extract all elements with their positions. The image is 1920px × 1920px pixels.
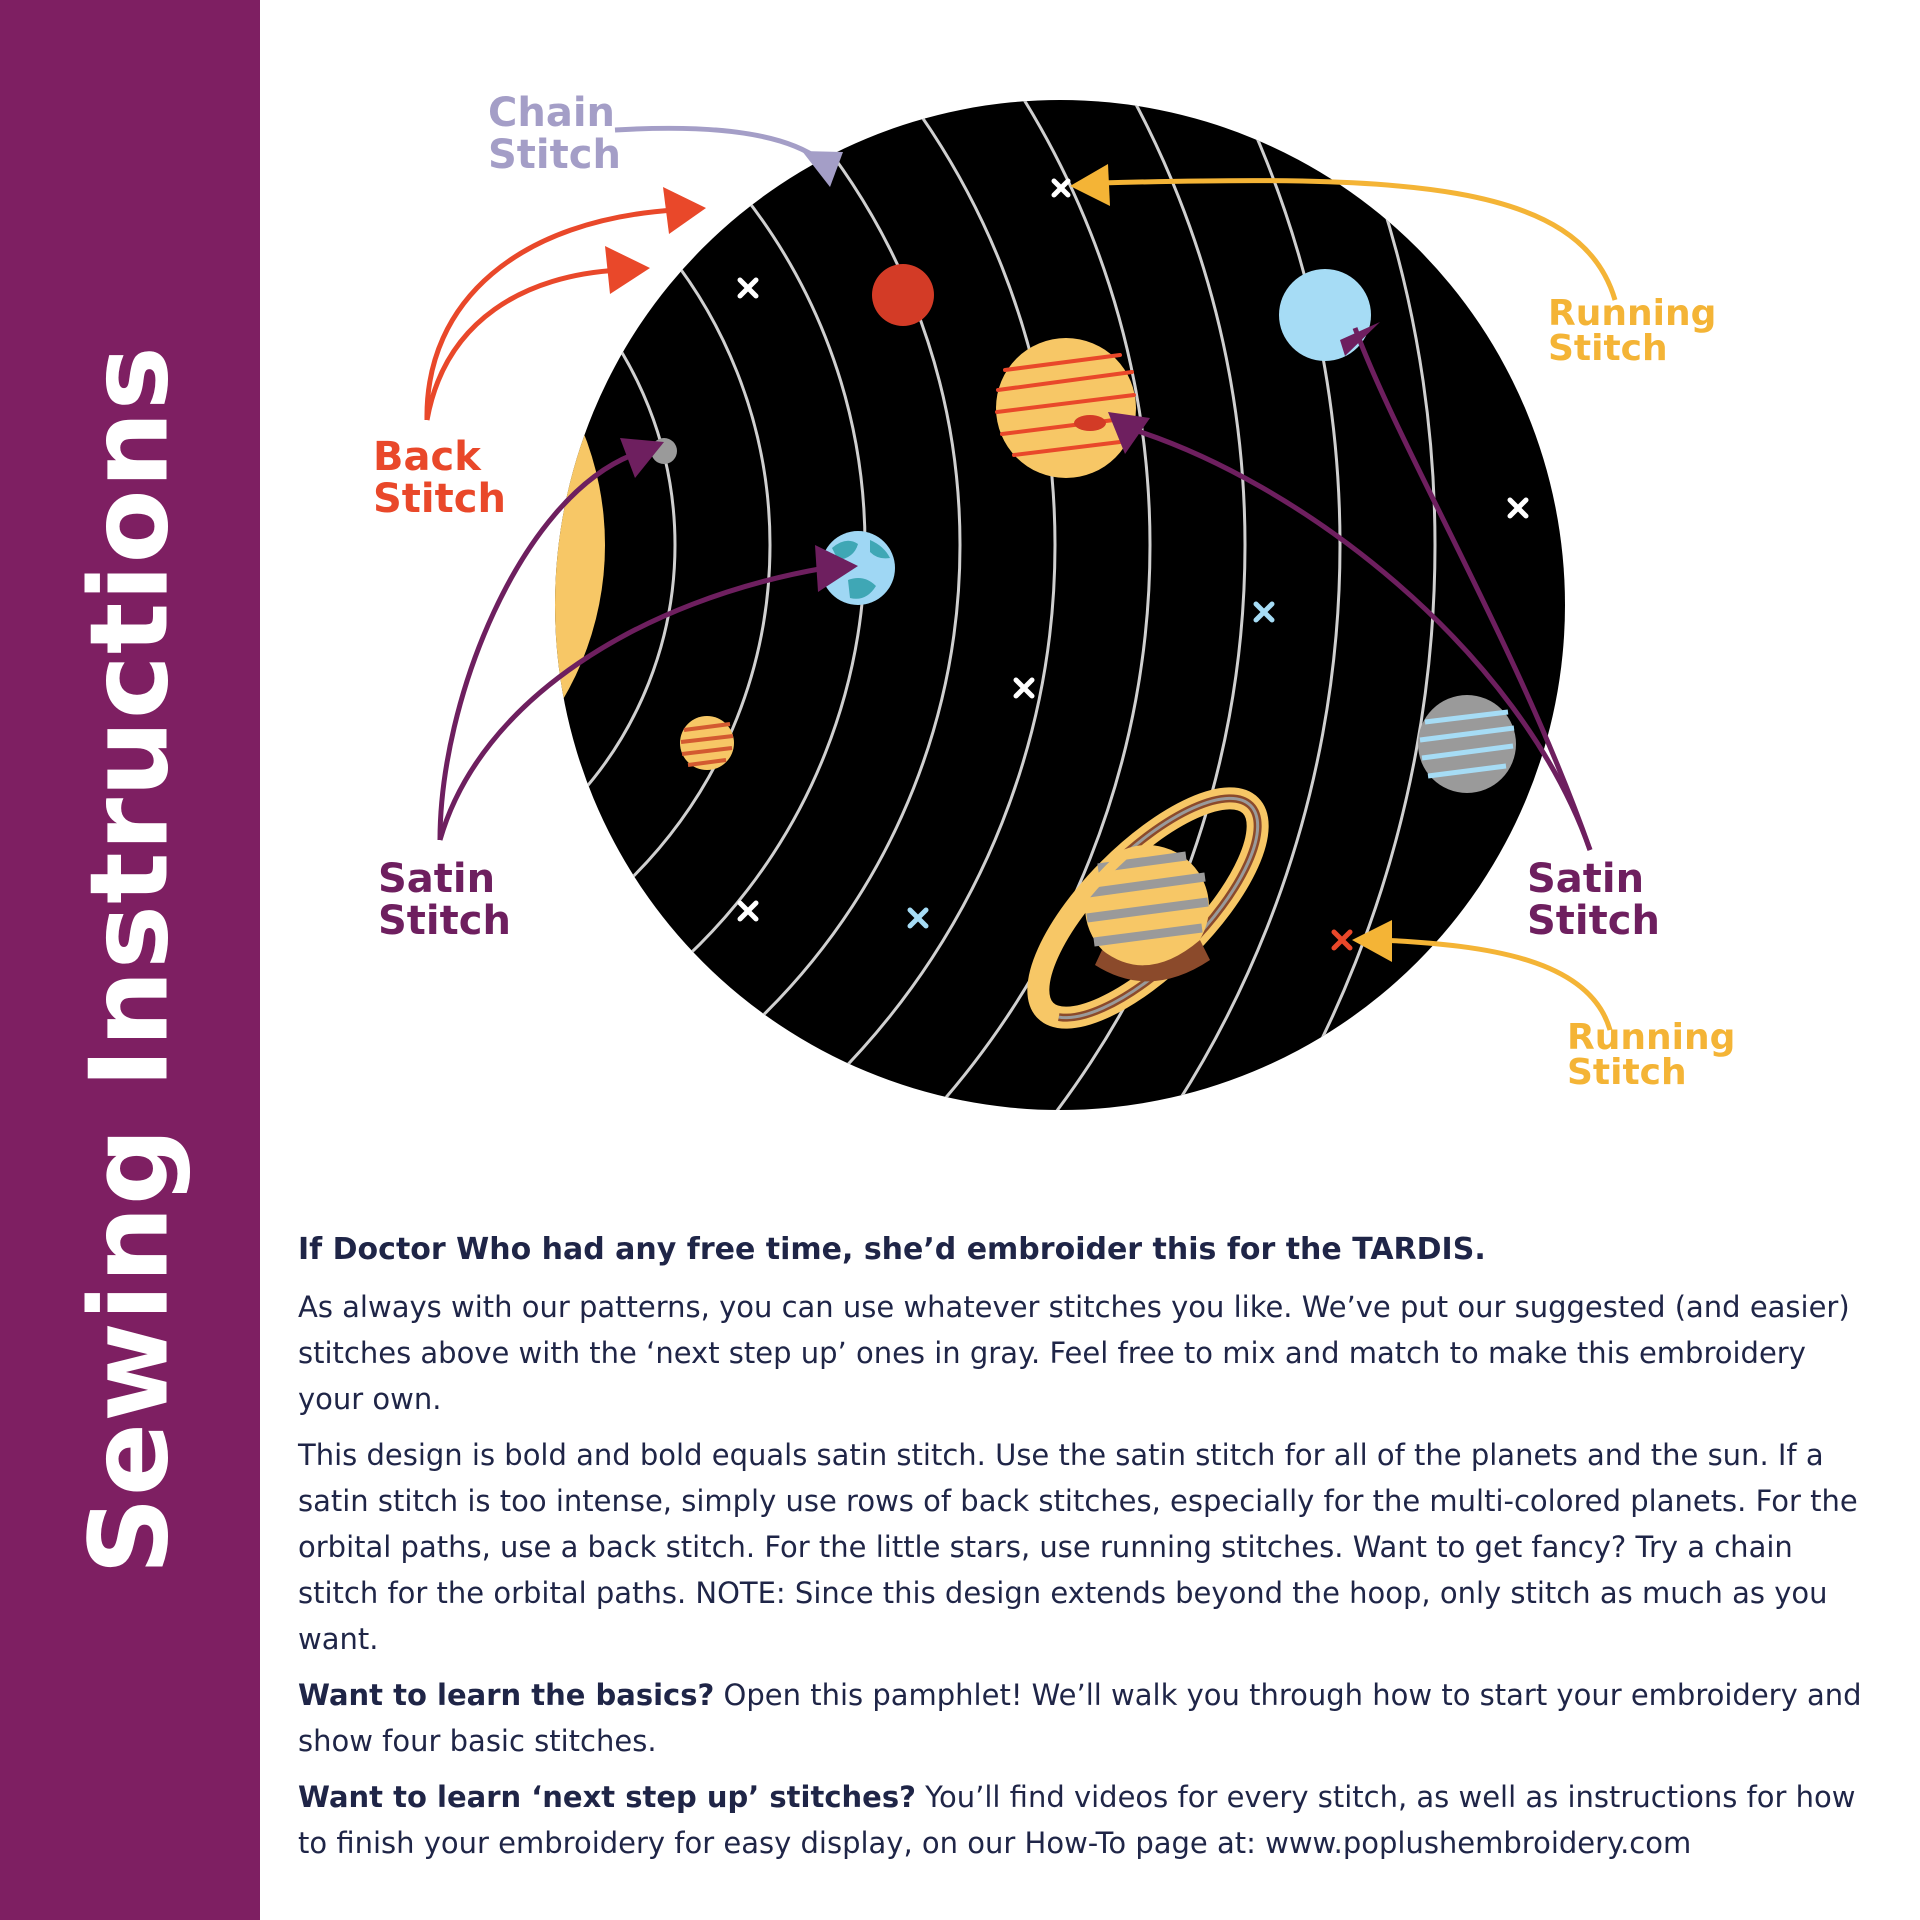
- label-back-stitch: Back Stitch: [373, 434, 506, 522]
- back-arrowhead-1: [663, 187, 706, 234]
- small-planet: [680, 716, 734, 770]
- paragraph-design: This design is bold and bold equals satin stitch. Use the satin stitch for all of the planets and the sun. If a satin stitch is too intense, simply use rows of back stitches, especially for the multi-colored planets. For the orbital paths, use a back stitch. For the little stars, use running stitches. Want to get fancy? Try a chain stitch for the orbital paths. NOTE: Since this design extends beyond the hoop, only stitch as much as you want.: [298, 1438, 1858, 1656]
- next-step-text: You’ll find videos for every stitch, as well as instructions for how to finish your embroidery for easy display, on our How-To page at: www.poplushembroidery.com: [298, 1780, 1856, 1860]
- label-satin-stitch-left: Satin Stitch: [378, 856, 511, 944]
- label-running-stitch-top: Running Stitch: [1548, 293, 1717, 369]
- chain-arrow: [615, 128, 820, 160]
- basics-heading: Want to learn the basics?: [298, 1678, 715, 1712]
- neptune: [1418, 695, 1516, 793]
- headline: If Doctor Who had any free time, she’d embroider this for the TARDIS.: [298, 1232, 1486, 1267]
- next-step-heading: Want to learn ‘next step up’ stitches?: [298, 1780, 916, 1814]
- paragraph-next-step: [298, 1774, 1878, 1866]
- back-arrow-2: [427, 270, 620, 420]
- label-chain-stitch: Chain Stitch: [488, 90, 621, 178]
- basics-text: Open this pamphlet! We’ll walk you through how to start your embroidery and show four basic stitches.: [298, 1678, 1862, 1758]
- instructions-text: [298, 1230, 1878, 1876]
- jupiter: [996, 338, 1136, 478]
- paragraph-basics: [298, 1672, 1878, 1764]
- hoop-circle: [555, 100, 1565, 1110]
- paragraph-stitches: As always with our patterns, you can use whatever stitches you like. We’ve put our suggested (and easier) stitches above with the ‘next step up’ ones in gray. Feel free to mix and match to make this embroidery your own.: [298, 1290, 1850, 1416]
- uranus: [1279, 269, 1371, 361]
- sun: [0, 240, 605, 850]
- label-running-stitch-bottom: Running Stitch: [1567, 1017, 1736, 1093]
- sidebar-title: Sewing Instructions: [67, 345, 193, 1575]
- back-arrowhead-2: [605, 246, 650, 294]
- label-satin-stitch-right: Satin Stitch: [1527, 856, 1660, 944]
- mars: [872, 264, 934, 326]
